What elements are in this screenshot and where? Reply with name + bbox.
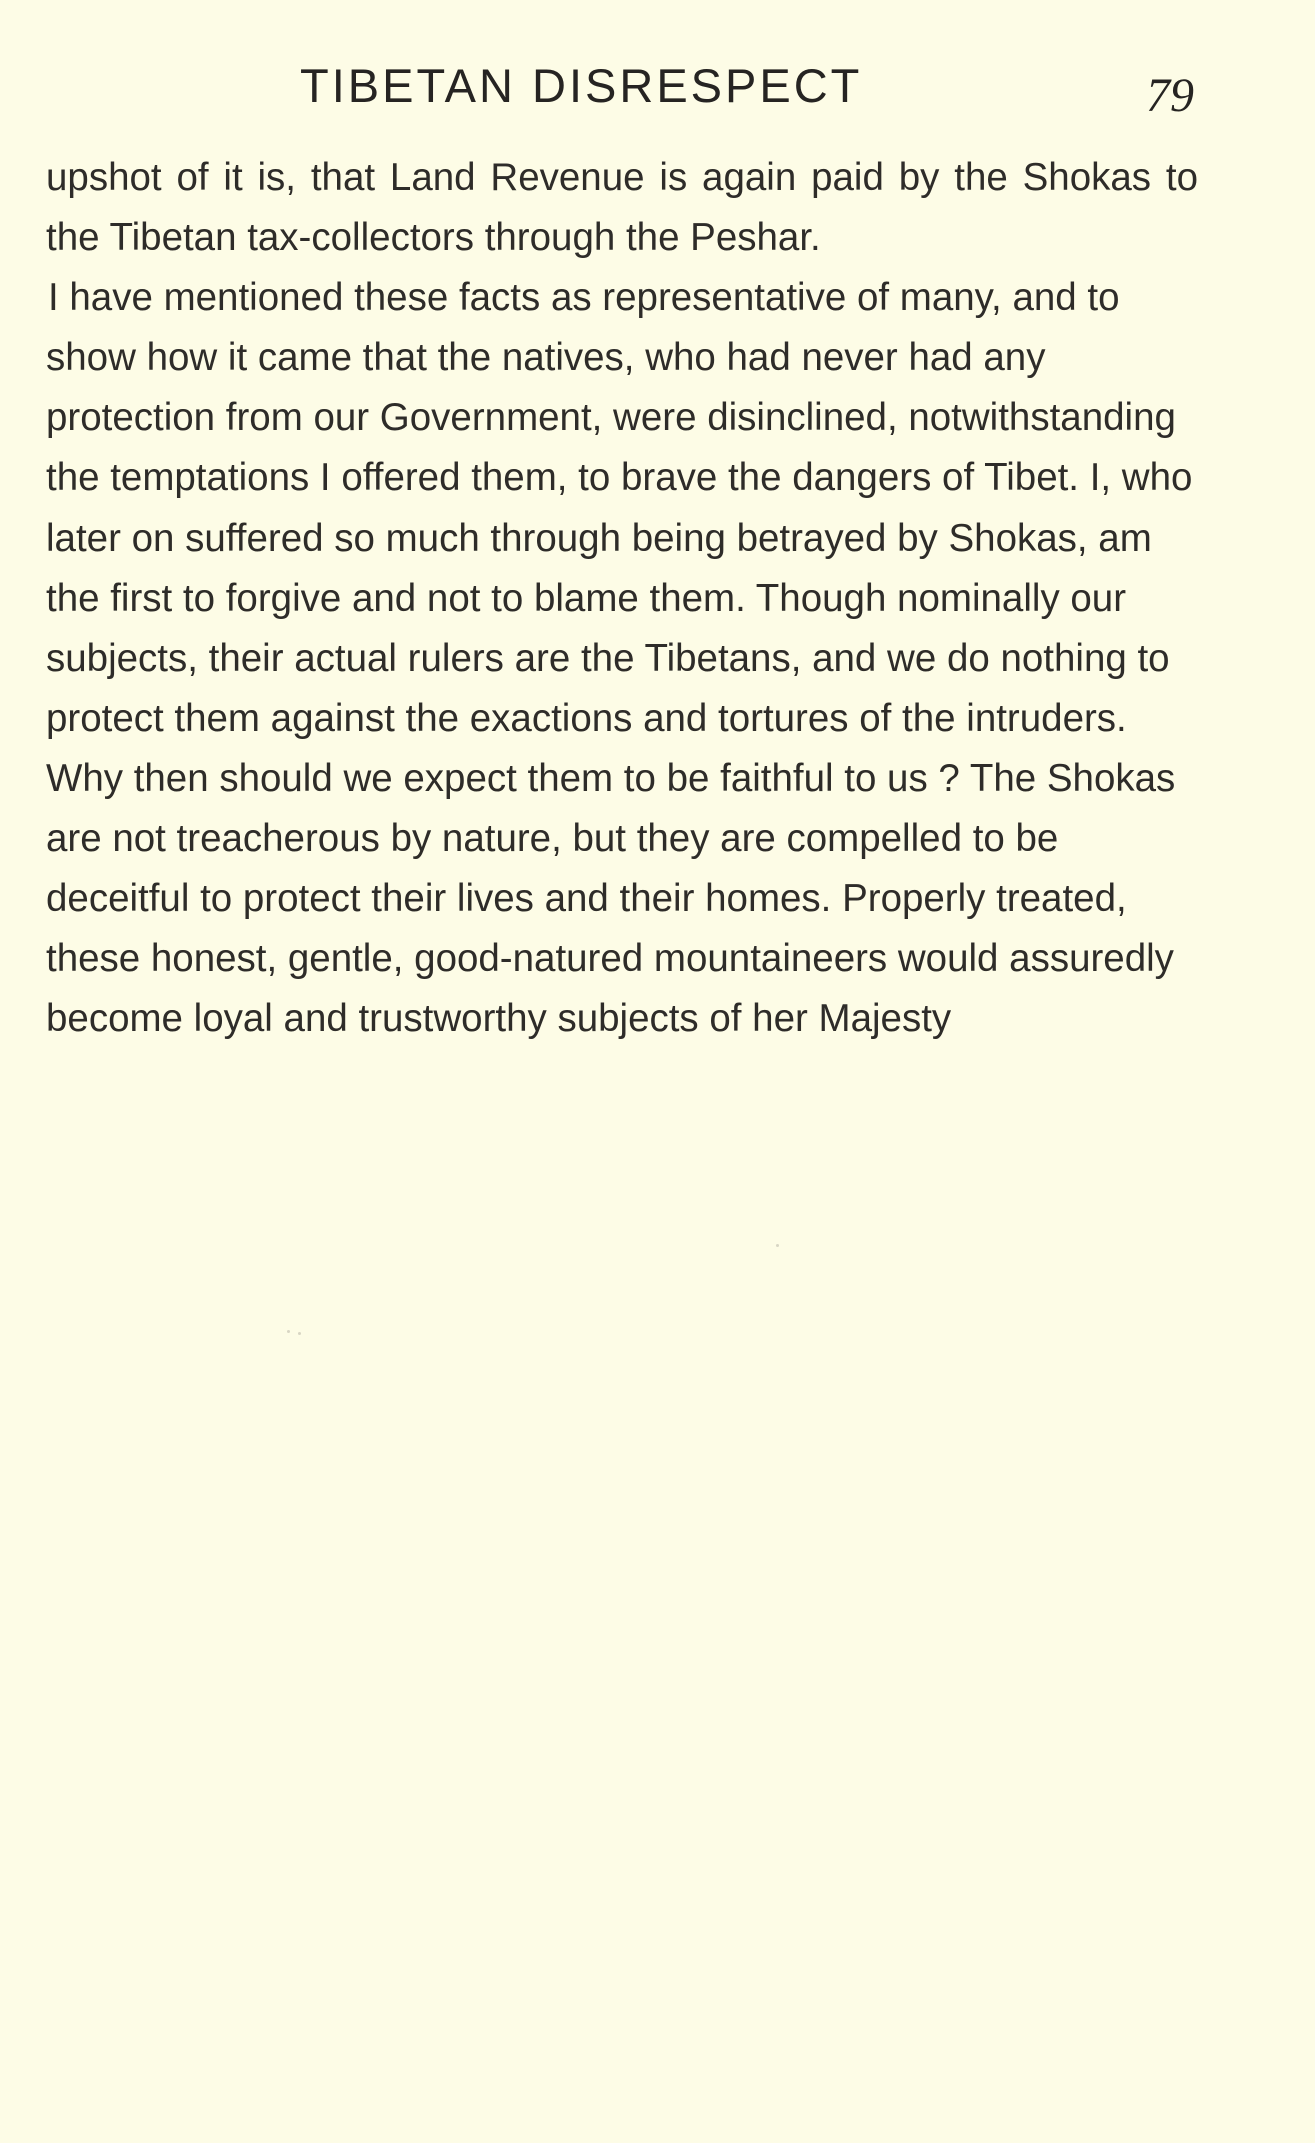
paper-speck	[776, 1244, 779, 1247]
paragraph: upshot of it is, that Land Revenue is again paid by the Shokas to the Tibetan tax-collectors through the Peshar.	[46, 156, 1198, 260]
page-number: 79	[1146, 69, 1194, 122]
paper-speck	[287, 1330, 290, 1333]
paper-speck	[298, 1332, 301, 1335]
paragraph: I have mentioned these facts as representative of many, and to show how it came that the natives, who had never had any protection from our Government, were disinclined, notwithstanding the temptations I offered them, to brave the dangers of Tibet. I, who later on suffered so much through being betrayed by Shokas, am the first to forgive and not to blame them. Though nominally our subjects, their actual rulers are the Tibetans, and we do nothing to protect them against the exactions and tortures of the intruders. Why then should we expect them to be faithful to us ? The Shokas are not treacherous by nature, but they are compelled to be deceitful to protect their lives and their homes. Properly treated, these honest, gentle, good-natured mountaineers would assuredly become loyal and trustworthy subjects of her Majesty	[46, 276, 1193, 1041]
body-text	[46, 148, 1198, 1049]
running-title: TIBETAN DISRESPECT	[300, 59, 863, 112]
